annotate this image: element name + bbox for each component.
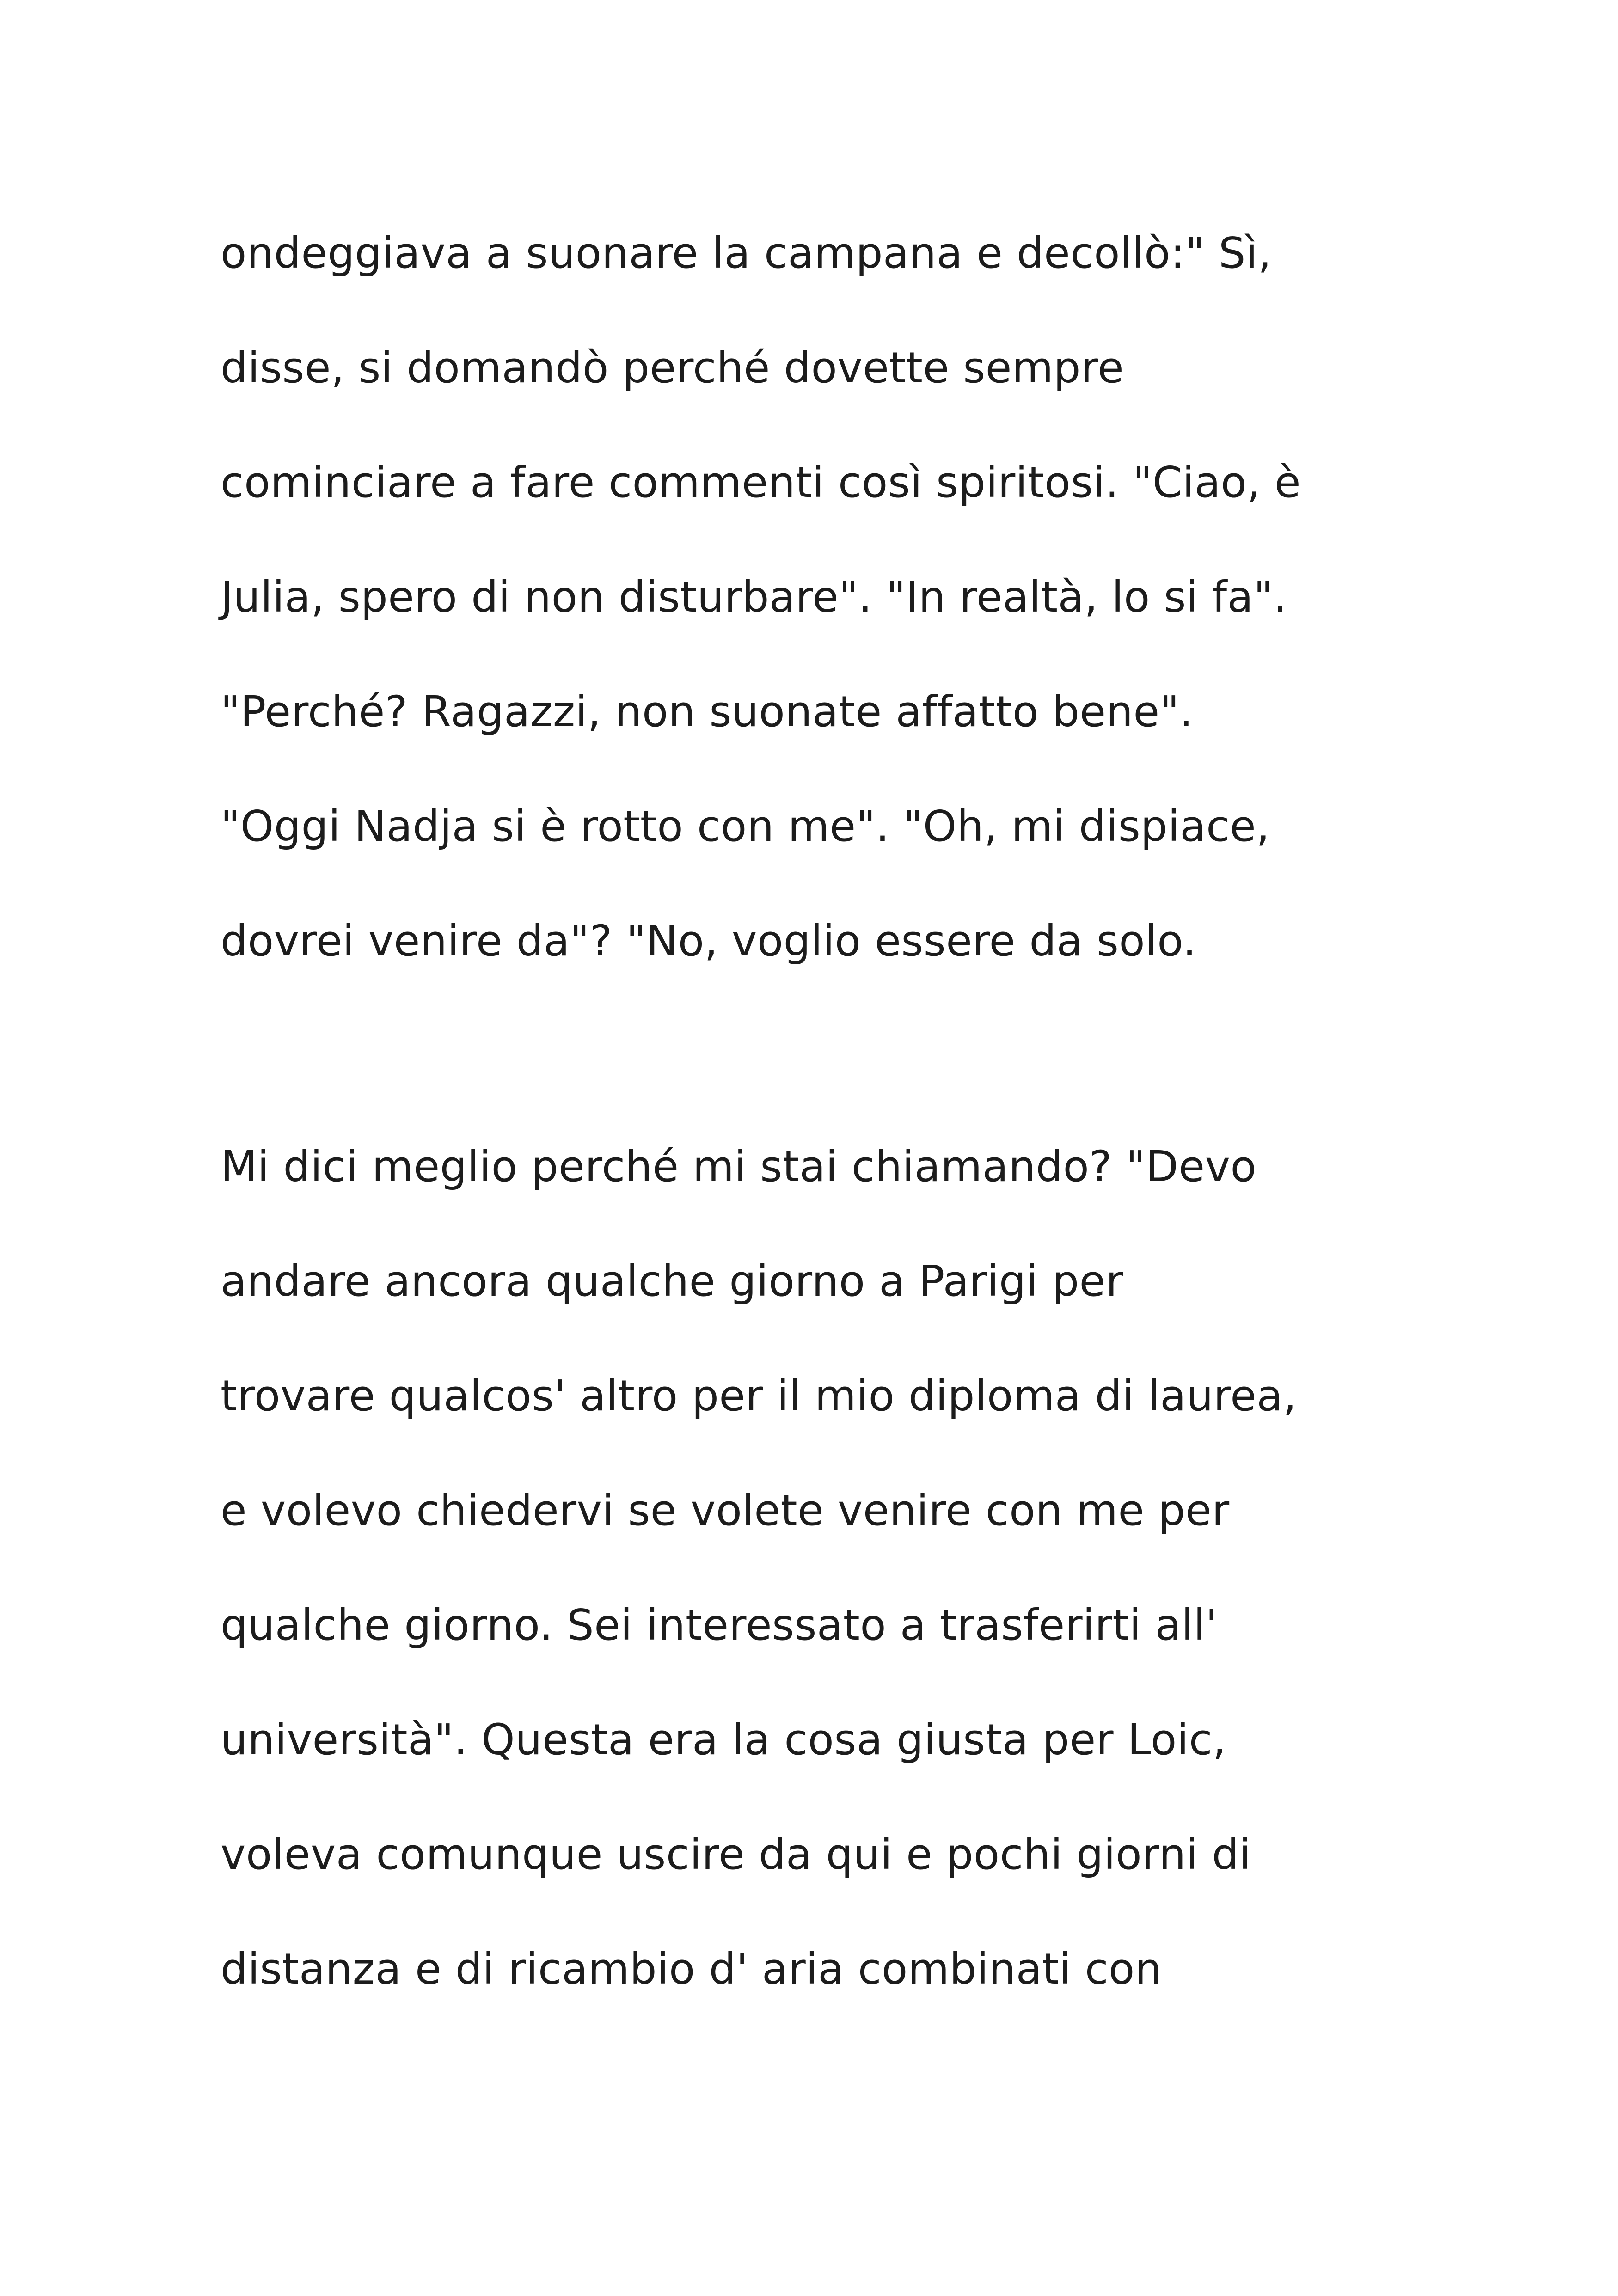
text-line: e volevo chiedervi se volete venire con me per [221,1486,1230,1535]
text-line: "Oggi Nadja si è rotto con me". "Oh, mi dispiace, [221,802,1270,851]
text-line: ondeggiava a suonare la campana e decollò:" Sì, [221,228,1272,278]
text-line: trovare qualcos' altro per il mio diploma di laurea, [221,1371,1297,1420]
text-line: "Perché? Ragazzi, non suonate affatto bene". [221,687,1194,736]
text-line: Mi dici meglio perché mi stai chiamando? "Devo [221,1142,1257,1191]
paragraph-2 [221,1109,1469,2027]
text-line: Julia, spero di non disturbare". "In realtà, lo si fa". [221,572,1287,622]
text-line: disse, si domandò perché dovette sempre [221,343,1124,392]
text-line: università". Questa era la cosa giusta per Loic, [221,1715,1226,1764]
text-line: cominciare a fare commenti così spiritosi. "Ciao, è [221,458,1301,507]
text-line: qualche giorno. Sei interessato a trasferirti all' [221,1600,1218,1650]
text-line: andare ancora qualche giorno a Parigi per [221,1256,1124,1306]
paragraph-1 [221,196,1469,998]
text-line: voleva comunque uscire da qui e pochi giorni di [221,1830,1251,1879]
text-line: dovrei venire da"? "No, voglio essere da solo. [221,916,1197,966]
text-line: distanza e di ricambio d' aria combinati con [221,1944,1162,1994]
